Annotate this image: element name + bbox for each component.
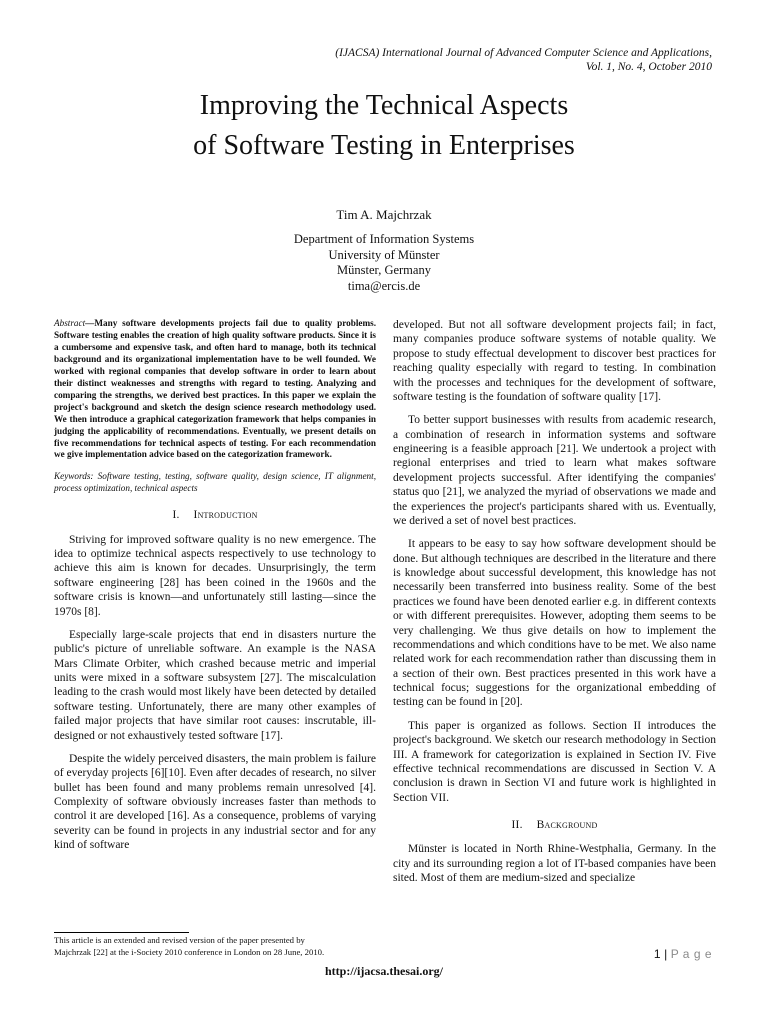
author-email[interactable]: tima@ercis.de: [347, 278, 421, 293]
journal-name: (IJACSA) International Journal of Advanced Computer Science and Applications,: [335, 47, 712, 59]
paragraph: Münster is located in North Rhine-Westphalia, Germany. In the city and its surrounding region a lot of IT-based companies have been sited. Most of them are medium-sized and specialize: [393, 843, 716, 885]
author-name: Tim A. Majchrzak: [336, 207, 432, 222]
author-city: Münster, Germany: [337, 263, 431, 278]
page-number: [654, 947, 712, 961]
author-department: Department of Information Systems: [293, 232, 475, 247]
abstract-text: —Many software developments projects fail due to quality problems. Software testing enables the creation of high quality software products. Since it is a cumbersome and expensive task, and often hard to manage, both its technical background and its organizational implementation have to be well founded. We worked with regional companies that develop software in order to learn about their distinct weaknesses and strengths with regard to testing. Analyzing and comparing the strengths, we derived best practices. In this paper we explain the project's background and sketch the design science research methodology used. We then introduce a graphical categorization framework that helps companies in judging the applicability of recommendations. Eventually, we present details on five recommendations for technical aspects of testing. For each recommendation we give implementation advice based on the categorization framework.: [54, 318, 376, 460]
paragraph: It appears to be easy to say how software development should be done. But although techniques are described in the literature and there is knowledge about successful development, this knowledge has not necessarily been transferred into business reality. Some of the best practices we found have been denoted earlier e.g. in different contexts or with different prerequisites. However, adopting them seems to be very challenging. We thus give details on how to implement the recommendations and which conditions have to be met. We also name related work for each recommendation rather than discussing them in a section of their own. Best practices presented in this work have a technical focus; suggestions for the organizational embedding of testing can be found in [20].: [393, 538, 717, 709]
paper-title: [0, 86, 768, 166]
paper-title-line-1: Improving the Technical Aspects: [199, 90, 569, 121]
footnote: [54, 935, 384, 958]
paragraph: Despite the widely perceived disasters, the main problem is failure of everyday projects [6][10]. Even after decades of research, no silver bullet has been found and many problems remain unresolved [4]. Complexity of software obviously increases faster than methods to control it are developed [16]. As a consequence, problems of varying severity can be found in projects in any industrial sector and for any kind of software: [54, 752, 376, 852]
paragraph: Especially large-scale projects that end in disasters nurture the public's picture of unreliable software. An example is the NASA Mars Climate Orbiter, which crashed because metric and imperial units were mixed in a software subsystem [27]. The miscalculation leading to the crash would most likely have been detected by detailed software testing. Unfortunately, there are many other examples of failed major projects that have similar root causes: inscrutable, ill-designed or not exhaustively tested software [17].: [54, 628, 376, 742]
section-number: I.: [172, 509, 180, 522]
paper-title-line-2: of Software Testing in Enterprises: [193, 129, 575, 161]
page-label: P a g e: [670, 947, 712, 961]
section-heading-background: [393, 818, 716, 832]
journal-header: [152, 46, 712, 75]
paragraph: To better support businesses with results from academic research, a combination of research in information systems and software engineering is a feasible approach [21]. We undertook a project with regional enterprises and tried to learn what makes software development projects successful. After identifying the companies' status quo [21], we analyzed the myriad of observations we made and the experiences the project's participants shared with us. Eventually, we derived a set of novel best practices.: [393, 414, 716, 527]
author-block: [0, 207, 768, 294]
right-column: [393, 318, 716, 895]
journal-url[interactable]: http://ijacsa.thesai.org/: [325, 964, 443, 978]
section-title: Introduction: [193, 509, 258, 522]
abstract-label: Abstract: [54, 318, 86, 328]
paragraph: Striving for improved software quality is no new emergence. The idea to optimize technical aspects respectively to use technology to achieve this aim is known for decades. Unsurprisingly, the term software engineering [28] has been coined in the 1960s and the software crisis is known—and unfortunately still lasting—since the 1970s [8].: [54, 533, 376, 618]
journal-volume: Vol. 1, No. 4, October 2010: [585, 61, 712, 74]
left-column: [54, 318, 376, 862]
footnote-rule: [54, 932, 189, 933]
section-number: II.: [511, 819, 523, 831]
page-separator: |: [664, 947, 668, 961]
keywords: Keywords: Software testing, testing, software quality, design science, IT alignment, process optimization, technical aspects: [54, 471, 376, 494]
section-title: Background: [536, 819, 598, 831]
paragraph: This paper is organized as follows. Section II introduces the project's background. We sketch our research methodology in Section III. A framework for categorization is explained in Section IV. Five effective technical recommendations are discussed in Section V. A conclusion is drawn in Section VI and future work is highlighted in Section VII.: [393, 719, 716, 804]
footnote-line-1: This article is an extended and revised version of the paper presented by: [54, 935, 305, 945]
section-heading-introduction: [54, 508, 376, 522]
abstract: [54, 318, 376, 461]
paragraph: developed. But not all software development projects fail; in fact, many companies produce software systems of notable quality. We propose to study effectual development to discover best practices for reaching quality especially with regard to testing. In combination with the processes and techniques for the development of software, software testing is the foundation of software quality [17].: [393, 319, 716, 403]
author-university: University of Münster: [328, 247, 440, 262]
footnote-line-2: Majchrzak [22] at the i-Society 2010 conference in London on 28 June, 2010.: [54, 946, 325, 957]
page-number-value: 1: [653, 947, 662, 961]
